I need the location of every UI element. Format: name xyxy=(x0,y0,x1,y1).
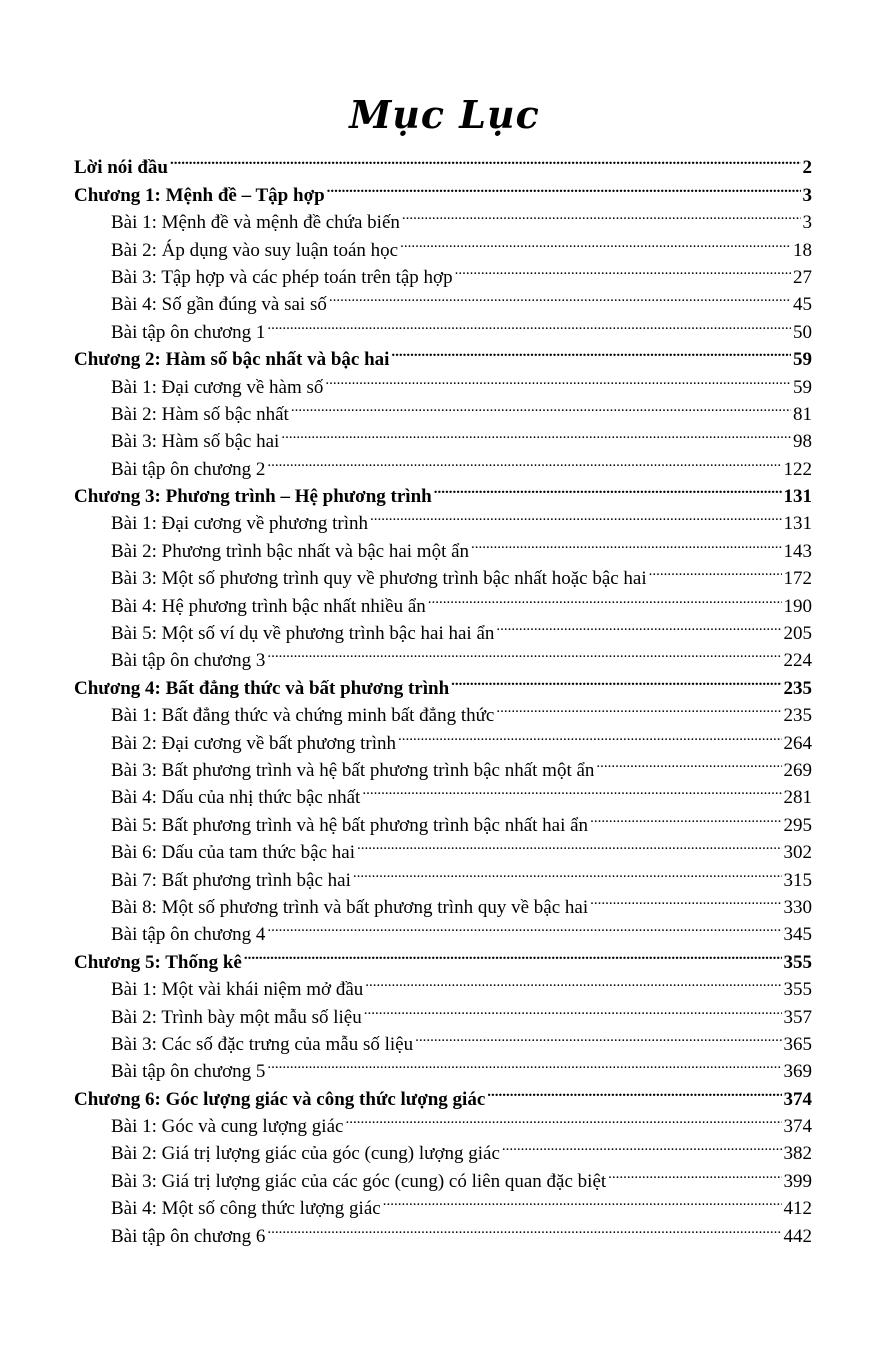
toc-entry-label: Bài tập ôn chương 4 xyxy=(111,924,266,946)
toc-entry-label: Bài 2: Áp dụng vào suy luận toán học xyxy=(111,239,399,261)
toc-page-number: 295 xyxy=(783,814,812,836)
toc-entry-label: Bài tập ôn chương 5 xyxy=(111,1061,266,1083)
dot-leader xyxy=(434,475,782,502)
toc-entry-label: Bài 1: Đại cương về phương trình xyxy=(111,513,369,535)
dot-leader xyxy=(365,968,781,995)
toc-entry-label: Bài 1: Bất đẳng thức và chứng minh bất đẳng thức xyxy=(111,705,495,727)
dot-leader xyxy=(455,256,791,283)
dot-leader xyxy=(170,146,801,173)
dot-leader xyxy=(496,694,781,721)
table-of-contents xyxy=(74,146,812,1247)
toc-page-number: 269 xyxy=(783,759,812,781)
toc-entry-label: Bài 1: Đại cương về hàm số xyxy=(111,376,324,398)
toc-page-number: 81 xyxy=(793,403,812,425)
dot-leader xyxy=(502,1132,782,1159)
toc-page-number: 442 xyxy=(783,1225,812,1247)
dot-leader xyxy=(451,666,781,693)
toc-page-number: 235 xyxy=(783,677,812,699)
dot-leader xyxy=(370,502,781,529)
toc-page-number: 2 xyxy=(802,157,812,179)
toc-entry-label: Bài 3: Bất phương trình và hệ bất phương trình bậc nhất một ẩn xyxy=(111,759,595,781)
toc-entry-label: Bài 3: Giá trị lượng giác của các góc (cung) có liên quan đặc biệt xyxy=(111,1170,607,1192)
toc-page-number: 224 xyxy=(783,650,812,672)
toc-page-number: 365 xyxy=(783,1033,812,1055)
dot-leader xyxy=(383,1187,782,1214)
dot-leader xyxy=(327,173,801,200)
dot-leader xyxy=(357,831,781,858)
toc-page-number: 27 xyxy=(793,266,812,288)
toc-page-number: 374 xyxy=(783,1116,812,1138)
toc-page-number: 122 xyxy=(783,458,812,480)
toc-chapter-entry[interactable] xyxy=(74,173,812,206)
dot-leader xyxy=(400,228,791,255)
dot-leader xyxy=(267,639,781,666)
toc-page-number: 264 xyxy=(783,732,812,754)
dot-leader xyxy=(364,995,782,1022)
dot-leader xyxy=(244,940,782,967)
toc-page-number: 355 xyxy=(783,951,812,973)
dot-leader xyxy=(471,529,781,556)
dot-leader xyxy=(267,447,781,474)
toc-entry-label: Bài 2: Phương trình bậc nhất và bậc hai một ẩn xyxy=(111,540,470,562)
toc-entry-label: Bài 4: Hệ phương trình bậc nhất nhiều ẩn xyxy=(111,595,426,617)
toc-entry-label: Bài 1: Mệnh đề và mệnh đề chứa biến xyxy=(111,212,400,234)
toc-entry-label: Bài 5: Bất phương trình và hệ bất phương trình bậc nhất hai ẩn xyxy=(111,814,589,836)
toc-entry-label: Bài 4: Dấu của nhị thức bậc nhất xyxy=(111,787,361,809)
toc-page-number: 399 xyxy=(783,1170,812,1192)
toc-entry-label: Chương 4: Bất đẳng thức và bất phương trình xyxy=(74,677,450,699)
toc-page-number: 302 xyxy=(783,842,812,864)
dot-leader xyxy=(345,1105,781,1132)
toc-page-number: 357 xyxy=(783,1006,812,1028)
toc-page-number: 369 xyxy=(783,1061,812,1083)
toc-page-number: 382 xyxy=(783,1143,812,1165)
toc-entry-label: Bài 1: Một vài khái niệm mở đầu xyxy=(111,979,364,1001)
toc-entry-label: Bài tập ôn chương 2 xyxy=(111,458,266,480)
dot-leader xyxy=(496,612,781,639)
toc-entry-label: Bài 4: Số gần đúng và sai số xyxy=(111,294,327,316)
dot-leader xyxy=(291,393,791,420)
toc-page-number: 330 xyxy=(783,896,812,918)
toc-entry-label: Bài 3: Một số phương trình quy về phương trình bậc nhất hoặc bậc hai xyxy=(111,568,647,590)
toc-page-number: 131 xyxy=(783,486,812,508)
dot-leader xyxy=(267,310,791,337)
toc-entry-label: Chương 1: Mệnh đề – Tập hợp xyxy=(74,184,325,206)
toc-entry-label: Chương 5: Thống kê xyxy=(74,951,242,973)
toc-page-number: 281 xyxy=(783,787,812,809)
toc-entry-label: Lời nói đầu xyxy=(74,157,168,179)
dot-leader xyxy=(415,1023,781,1050)
toc-entry-label: Chương 2: Hàm số bậc nhất và bậc hai xyxy=(74,349,390,371)
toc-entry-label: Bài 5: Một số ví dụ về phương trình bậc hai hai ẩn xyxy=(111,623,495,645)
dot-leader xyxy=(402,201,801,228)
toc-page-number: 315 xyxy=(783,869,812,891)
toc-page-number: 190 xyxy=(783,595,812,617)
toc-page-number: 355 xyxy=(783,979,812,1001)
toc-entry-label: Bài tập ôn chương 6 xyxy=(111,1225,266,1247)
dot-leader xyxy=(353,858,782,885)
toc-page-number: 59 xyxy=(793,376,812,398)
dot-leader xyxy=(590,886,781,913)
dot-leader xyxy=(590,803,781,830)
dot-leader xyxy=(267,1050,781,1077)
dot-leader xyxy=(391,338,791,365)
toc-page-number: 345 xyxy=(783,924,812,946)
toc-entry-label: Bài 2: Giá trị lượng giác của góc (cung) lượng giác xyxy=(111,1143,500,1165)
toc-page-number: 45 xyxy=(793,294,812,316)
toc-entry-label: Bài 7: Bất phương trình bậc hai xyxy=(111,869,351,891)
dot-leader xyxy=(267,913,781,940)
toc-entry-label: Bài 8: Một số phương trình và bất phương trình quy về bậc hai xyxy=(111,896,589,918)
toc-page-number: 3 xyxy=(802,212,812,234)
toc-entry-label: Bài 6: Dấu của tam thức bậc hai xyxy=(111,842,356,864)
toc-chapter-entry[interactable] xyxy=(74,146,812,179)
toc-page-number: 59 xyxy=(793,349,812,371)
toc-entry-label: Bài 2: Trình bày một mẫu số liệu xyxy=(111,1006,362,1028)
toc-page-number: 98 xyxy=(793,431,812,453)
dot-leader xyxy=(329,283,791,310)
toc-page-number: 18 xyxy=(793,239,812,261)
toc-page-number: 50 xyxy=(793,321,812,343)
dot-leader xyxy=(608,1159,781,1186)
toc-entry-label: Bài 4: Một số công thức lượng giác xyxy=(111,1198,381,1220)
toc-entry-label: Chương 6: Góc lượng giác và công thức lượng giác xyxy=(74,1088,486,1110)
dot-leader xyxy=(398,721,782,748)
toc-entry-label: Bài 1: Góc và cung lượng giác xyxy=(111,1116,344,1138)
toc-entry-label: Bài tập ôn chương 1 xyxy=(111,321,266,343)
toc-page-number: 374 xyxy=(783,1088,812,1110)
toc-page-number: 235 xyxy=(783,705,812,727)
dot-leader xyxy=(596,749,781,776)
toc-page-number: 3 xyxy=(802,184,812,206)
dot-leader xyxy=(487,1077,781,1104)
dot-leader xyxy=(267,1214,781,1241)
toc-entry-label: Bài 2: Đại cương về bất phương trình xyxy=(111,732,396,754)
dot-leader xyxy=(428,584,782,611)
toc-page-number: 412 xyxy=(783,1198,812,1220)
toc-entry-label: Bài 3: Tập hợp và các phép toán trên tập hợp xyxy=(111,266,453,288)
dot-leader xyxy=(325,365,791,392)
dot-leader xyxy=(281,420,791,447)
toc-entry-label: Chương 3: Phương trình – Hệ phương trình xyxy=(74,486,432,508)
dot-leader xyxy=(649,557,782,584)
toc-page-number: 205 xyxy=(783,623,812,645)
toc-entry-label: Bài tập ôn chương 3 xyxy=(111,650,266,672)
dot-leader xyxy=(362,776,781,803)
toc-page-number: 143 xyxy=(783,540,812,562)
toc-entry-label: Bài 2: Hàm số bậc nhất xyxy=(111,403,289,425)
toc-entry-label: Bài 3: Hàm số bậc hai xyxy=(111,431,280,453)
toc-page-number: 131 xyxy=(783,513,812,535)
toc-entry-label: Bài 3: Các số đặc trưng của mẫu số liệu xyxy=(111,1033,414,1055)
toc-page-number: 172 xyxy=(783,568,812,590)
page-title: Mục Lục xyxy=(349,92,540,137)
